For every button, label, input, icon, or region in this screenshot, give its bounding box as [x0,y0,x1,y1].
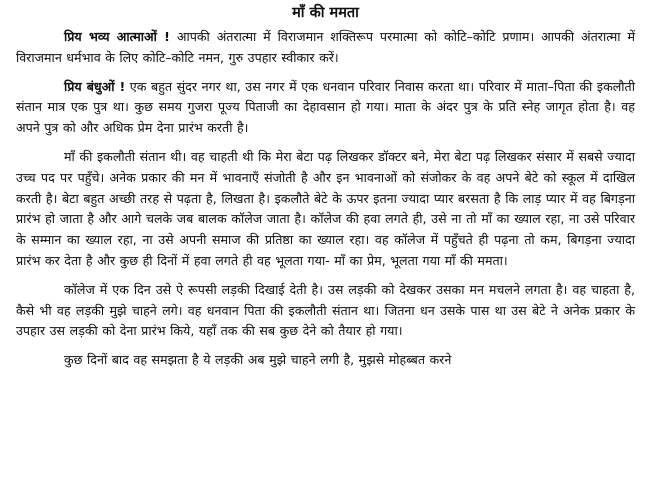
paragraph-1 [16,27,635,69]
paragraph-2-greeting: प्रिय बंधुओं ! [64,78,126,94]
paragraph-5 [16,350,635,371]
document-title: माँ की ममता [292,5,359,21]
paragraph-1-greeting: प्रिय भव्य आत्माओं ! [64,29,170,44]
paragraph-5-text: कुछ दिनों बाद वह समझता है ये लड़की अब मुझे चाहने लगी है, मुझसे मोहब्बत करने [64,352,452,368]
paragraph-3-text: माँ की इकलौती संतान थी। वह चाहती थी कि मेरा बेटा पढ़ लिखकर डॉक्टर बने, मेरा बेटा पढ़ लिखकर संसार में सबसे ज्यादा उच्च पद पर पहुँचे। अनेक प्रकार की मन में भावनाएँ संजोती है और इन भावनाओं को संजोकर के वह अपने बेटे को स्कूल में दाखिल करती है। बेटा बहुत अच्छी तरह से पढ़ता है, लिखता है। इकलौते बेटे के ऊपर इतना ज्यादा प्यार बरसता है कि लाड़ प्यार में वह बिगड़ना प्रारंभ हो जाता है और आगे चलके जब बालक कॉलेज जाता है। कॉलेज की हवा लगते ही, उसे ना तो माँ का ख्याल रहा, ना उसे परिवार के सम्मान का ख्याल रहा, ना उसे अपनी समाज की प्रतिष्ठा का ख्याल रहा। वह कॉलेज में पहुँचते ही पढ़ना तो कम, बिगड़ना ज्यादा प्रारंभ कर देता है और कुछ ही दिनों में हवा लगते ही वह भूलता गया- माँ का प्रेम, भूलता गया माँ की ममता। [16,148,635,268]
paragraph-2-text: एक बहुत सुंदर नगर था, उस नगर में एक धनवान परिवार निवास करता था। परिवार में माता–पिता की इकलौती संतान मात्र एक पुत्र था। कुछ समय गुजरा पूज्य पिताजी का देहावसान हो गया। माता के अंदर पुत्र के प्रति स्नेह जागृत होता है। वह अपने पुत्र को और अधिक प्रेम देना प्रारंभ करती है। [16,78,635,136]
paragraph-4 [16,280,635,342]
paragraph-2 [16,77,635,139]
paragraph-3 [16,147,635,272]
paragraph-1-text: आपकी अंतरात्मा में विराजमान शक्तिरूप परमात्मा को कोटि–कोटि प्रणाम। आपकी अंतरात्मा में विराजमान धर्मभाव के लिए कोटि–कोटि नमन, गुरु उपहार स्वीकार करें। [16,29,635,65]
paragraph-4-text: कॉलेज में एक दिन उसे ऐ रूपसी लड़की दिखाई देती है। उस लड़की को देखकर उसका मन मचलने लगता है। वह चाहता है, कैसे भी वह लड़की मुझे चाहने लगे। वह धनवान पिता की इकलौती संतान था। जितना धन उसके पास था उस बेटे ने अनेक प्रकार के उपहार उस लड़की को देना प्रारंभ किये, यहाँ तक की सब कुछ देने को तैयार हो गया। [16,281,635,339]
